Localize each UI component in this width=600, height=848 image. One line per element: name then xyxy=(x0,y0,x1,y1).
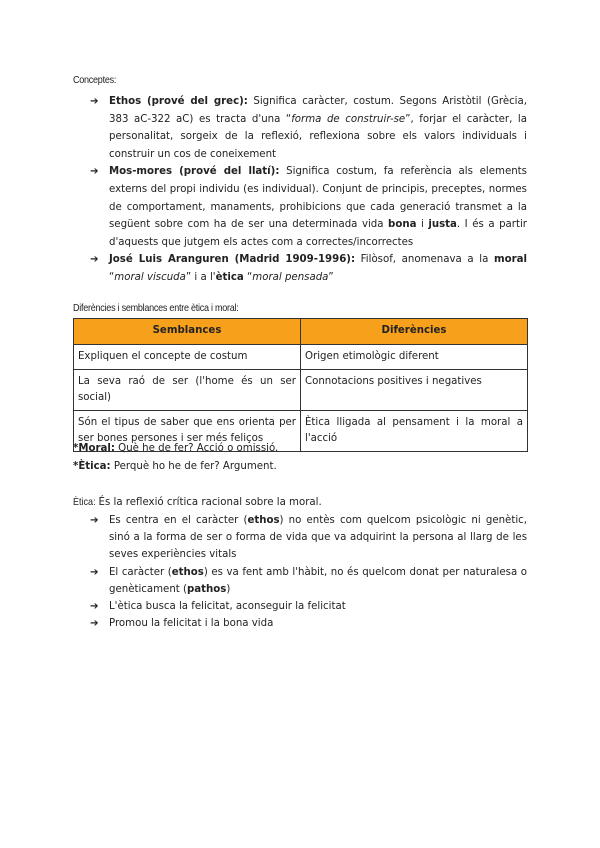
note-moral: *Moral: Què he de fer? Acció o omissió. xyxy=(73,443,279,454)
comparison-table xyxy=(73,318,528,452)
ethics-list xyxy=(90,512,527,632)
list-item: ➔ El caràcter (ethos) es va fent amb l'hàbit, no és quelcom donat per naturalesa o genèticament (pathos) xyxy=(90,564,527,598)
table-row xyxy=(74,370,528,411)
arrow-icon: ➔ xyxy=(90,254,99,266)
table-cell: Ètica lligada al pensament i la moral a l'acció xyxy=(301,411,528,452)
table-header-row xyxy=(74,319,528,345)
differences-heading: Diferències i semblances entre ètica i moral: xyxy=(73,302,239,314)
table-cell: Connotacions positives i negatives xyxy=(301,370,528,411)
column-header: Diferències xyxy=(301,319,528,345)
arrow-icon: ➔ xyxy=(90,601,99,613)
arrow-icon: ➔ xyxy=(90,96,99,107)
column-header: Semblances xyxy=(74,319,301,345)
arrow-icon: ➔ xyxy=(90,515,99,526)
arrow-icon: ➔ xyxy=(90,166,99,178)
list-item: ➔ Ethos (prové del grec): Significa caràcter, costum. Segons Aristòtil (Grècia, 383 aC-322 aC) es tracta d'una “forma de construir-se”, forjar el caràcter, la personalitat, sorgeix de la reflexió, reflexiona sobre els valors individuals i construir un cos de coneixement xyxy=(90,93,527,163)
arrow-icon: ➔ xyxy=(90,618,99,630)
list-item: ➔ L'ètica busca la felicitat, aconseguir la felicitat xyxy=(90,598,527,615)
list-item: ➔ Mos-mores (prové del llatí): Significa costum, fa referència als elements externs del propi individu (es individual). Conjunt de principis, preceptes, normes de comportament, manaments, prohibicions que cada generació transmet a la següent sobre com ha de ser una determinada vida bona i justa. I és a partir d'aquests que jutgem els actes com a correctes/incorrectes xyxy=(90,163,527,251)
arrow-icon: ➔ xyxy=(90,566,99,578)
table-row xyxy=(74,345,528,370)
notes xyxy=(73,440,278,475)
ethics-definition: Ètica: És la reflexió crítica racional sobre la moral. xyxy=(73,496,322,508)
concepts-list xyxy=(90,93,527,287)
table-cell: Expliquen el concepte de costum xyxy=(74,345,301,370)
list-item: ➔ José Luis Aranguren (Madrid 1909-1996): Filòsof, anomenava a la moral “moral viscuda” i a l'ètica “moral pensada” xyxy=(90,251,527,286)
table-cell: La seva raó de ser (l'home és un ser social) xyxy=(74,370,301,411)
table-cell: Són el tipus de saber que ens orienta per ser bones persones i ser més feliços xyxy=(74,411,301,452)
note-etica: *Ètica: Perquè ho he de fer? Argument. xyxy=(73,460,277,472)
concepts-heading: Conceptes: xyxy=(73,74,117,86)
list-item: ➔ Es centra en el caràcter (ethos) no entès com quelcom psicològic ni genètic, sinó a la forma de ser o forma de vida que va adquirint la persona al llarg de les seves experiències vitals xyxy=(90,512,527,564)
table-cell: Origen etimològic diferent xyxy=(301,345,528,370)
list-item: ➔ Promou la felicitat i la bona vida xyxy=(90,615,527,632)
